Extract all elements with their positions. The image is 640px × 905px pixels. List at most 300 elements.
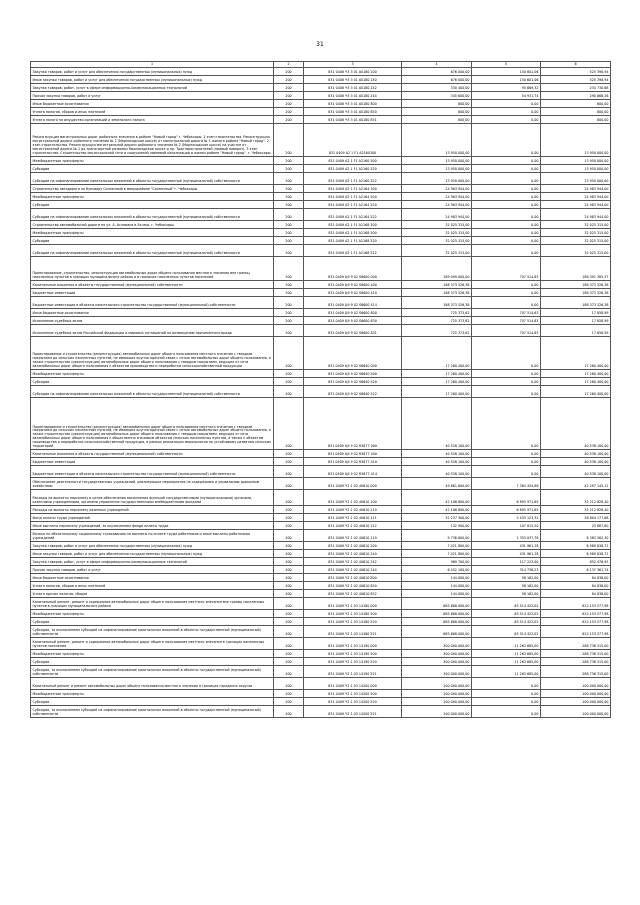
table-row bbox=[31, 598, 611, 610]
row-classifier-code-cell: 831 0409 Ч2 1 03 14200 521 bbox=[304, 706, 402, 718]
table-row bbox=[31, 370, 611, 378]
row-line-code-cell: 200 bbox=[274, 92, 304, 100]
row-line-code-cell: 200 bbox=[274, 237, 304, 245]
row-classifier-code-cell: 831 0408 Ч3 3 01 00180 851 bbox=[304, 116, 402, 124]
row-approved-amount-cell: 132 900,00 bbox=[402, 522, 472, 530]
row-remaining-amount-cell: 800,00 bbox=[541, 108, 611, 116]
row-classifier-code-cell: 831 0409 А2 1 F1 A2164 520 bbox=[304, 201, 402, 209]
row-remaining-amount-cell: 13 950 000,00 bbox=[541, 157, 611, 165]
row-approved-amount-cell: 189 099 000,00 bbox=[402, 257, 472, 281]
row-executed-amount-cell: 0,00 bbox=[472, 124, 541, 157]
row-remaining-amount-cell: 17 260 400,00 bbox=[541, 337, 611, 370]
row-name-cell: Строительство автомобильной дороги по ул. А. Асламаса в 5а мкр. г. Чебоксары bbox=[31, 221, 274, 229]
row-classifier-code-cell: 831 0408 Ч3 3 01 00180 850 bbox=[304, 108, 402, 116]
row-classifier-code-cell: 831 0409 Ц9 9 02 S6600 410 bbox=[304, 289, 402, 297]
row-approved-amount-cell: 13 950 000,00 bbox=[402, 124, 472, 157]
row-executed-amount-cell: 0,00 bbox=[472, 173, 541, 185]
row-approved-amount-cell: 345 600,00 bbox=[402, 92, 472, 100]
row-name-cell: Межбюджетные трансферты bbox=[31, 610, 274, 618]
table-row bbox=[31, 626, 611, 638]
row-remaining-amount-cell: 100 000 000,00 bbox=[541, 690, 611, 698]
table-row bbox=[31, 550, 611, 558]
table-row bbox=[31, 108, 611, 116]
table-row bbox=[31, 690, 611, 698]
row-classifier-code-cell: 831 0408 Ч3 3 01 00180 244 bbox=[304, 92, 402, 100]
row-line-code-cell: 200 bbox=[274, 165, 304, 173]
row-line-code-cell: 200 bbox=[274, 574, 304, 582]
row-approved-amount-cell: 685 668 000,00 bbox=[402, 618, 472, 626]
row-line-code-cell: 200 bbox=[274, 450, 304, 458]
row-line-code-cell: 200 bbox=[274, 582, 304, 590]
row-line-code-cell: 200 bbox=[274, 690, 304, 698]
row-approved-amount-cell: 42 106 800,00 bbox=[402, 506, 472, 514]
row-executed-amount-cell: 107 012,20 bbox=[472, 522, 541, 530]
row-classifier-code-cell: 831 0409 А2 1 F1 A2168 500 bbox=[304, 229, 402, 237]
row-classifier-code-cell: 831 0409 Ч2 1 02 40610 850 bbox=[304, 582, 402, 590]
row-remaining-amount-cell: 622 153 577,98 bbox=[541, 610, 611, 618]
table-row bbox=[31, 309, 611, 317]
table-row bbox=[31, 698, 611, 706]
row-executed-amount-cell: 5 433 123,32 bbox=[472, 514, 541, 522]
header-cell: 1 bbox=[31, 62, 274, 68]
row-classifier-code-cell: 831 0409 Ц9 9 02 S6600 000 bbox=[304, 257, 402, 281]
row-executed-amount-cell: 58 162,00 bbox=[472, 582, 541, 590]
row-approved-amount-cell: 17 260 400,00 bbox=[402, 378, 472, 386]
table-row bbox=[31, 201, 611, 209]
row-name-cell: Субсидии, за исключением субсидий на софинансирование капитальных вложений в объекты государственной (муниципальной) собственности bbox=[31, 626, 274, 638]
table-row bbox=[31, 566, 611, 574]
row-remaining-amount-cell: 40 538 100,00 bbox=[541, 458, 611, 466]
row-line-code-cell: 200 bbox=[274, 478, 304, 490]
row-classifier-code-cell: 831 0408 Ч3 3 01 00180 800 bbox=[304, 100, 402, 108]
row-approved-amount-cell: 685 668 000,00 bbox=[402, 626, 472, 638]
row-executed-amount-cell: 314 738,23 bbox=[472, 566, 541, 574]
row-line-code-cell: 200 bbox=[274, 618, 304, 626]
row-approved-amount-cell: 40 538 100,00 bbox=[402, 458, 472, 466]
row-classifier-code-cell: 831 0409 Ц9 9 02 R5677 000 bbox=[304, 398, 402, 450]
row-approved-amount-cell: 17 260 400,00 bbox=[402, 337, 472, 370]
row-classifier-code-cell: 831 0409 Ч2 1 03 14180 000 bbox=[304, 598, 402, 610]
row-classifier-code-cell: 831 0408 Ч3 3 01 00180 240 bbox=[304, 76, 402, 84]
row-approved-amount-cell: 24 983 944,00 bbox=[402, 185, 472, 193]
table-row bbox=[31, 76, 611, 84]
row-approved-amount-cell: 13 950 000,00 bbox=[402, 173, 472, 185]
table-row bbox=[31, 398, 611, 450]
row-name-cell: Расходы на выплаты персоналу казенных учреждений bbox=[31, 506, 274, 514]
row-classifier-code-cell: 831 0409 Ч2 1 02 40610 112 bbox=[304, 522, 402, 530]
row-line-code-cell: 200 bbox=[274, 610, 304, 618]
row-line-code-cell: 200 bbox=[274, 337, 304, 370]
row-line-code-cell: 200 bbox=[274, 558, 304, 566]
table-row bbox=[31, 68, 611, 76]
row-executed-amount-cell: 0,00 bbox=[472, 281, 541, 289]
row-classifier-code-cell: 831 0409 А2 1 F1 A2160 520 bbox=[304, 165, 402, 173]
row-executed-amount-cell: 0,00 bbox=[472, 165, 541, 173]
row-executed-amount-cell: 6 893 971,65 bbox=[472, 506, 541, 514]
row-approved-amount-cell: 24 983 944,00 bbox=[402, 201, 472, 209]
row-executed-amount-cell: 0,00 bbox=[472, 221, 541, 229]
row-classifier-code-cell: 831 0409 А2 1 F1 A2168 520 bbox=[304, 237, 402, 245]
row-remaining-amount-cell: 188 391 385,37 bbox=[541, 257, 611, 281]
row-classifier-code-cell: 831 0409 А2 1 F1 A2164 500 bbox=[304, 193, 402, 201]
row-approved-amount-cell: 188 373 526,38 bbox=[402, 297, 472, 309]
row-name-cell: Прочая закупка товаров, работ и услуг bbox=[31, 92, 274, 100]
row-classifier-code-cell: 831 0409 Ч2 1 02 40610 110 bbox=[304, 506, 402, 514]
row-remaining-amount-cell: 6 989 838,72 bbox=[541, 542, 611, 550]
row-remaining-amount-cell: 32 025 315,00 bbox=[541, 245, 611, 257]
row-remaining-amount-cell: 6 989 838,72 bbox=[541, 550, 611, 558]
row-executed-amount-cell: 63 514 422,02 bbox=[472, 598, 541, 610]
row-line-code-cell: 200 bbox=[274, 157, 304, 165]
row-executed-amount-cell: 0,00 bbox=[472, 185, 541, 193]
row-classifier-code-cell: 831 0409 Ч2 1 03 14200 000 bbox=[304, 678, 402, 690]
row-approved-amount-cell: 32 025 315,00 bbox=[402, 245, 472, 257]
row-remaining-amount-cell: 35 212 828,40 bbox=[541, 490, 611, 506]
row-executed-amount-cell: 0,00 bbox=[472, 690, 541, 698]
row-line-code-cell: 200 bbox=[274, 466, 304, 478]
row-approved-amount-cell: 676 000,00 bbox=[402, 76, 472, 84]
table-row bbox=[31, 257, 611, 281]
row-approved-amount-cell: 300 000 000,00 bbox=[402, 666, 472, 678]
row-remaining-amount-cell: 622 153 577,98 bbox=[541, 618, 611, 626]
row-name-cell: Уплата прочих налогов, сборов bbox=[31, 590, 274, 598]
row-name-cell: Субсидии bbox=[31, 378, 274, 386]
row-line-code-cell: 200 bbox=[274, 173, 304, 185]
row-classifier-code-cell: 831 0409 А2 1 F1 A2164 522 bbox=[304, 209, 402, 221]
row-line-code-cell: 200 bbox=[274, 650, 304, 658]
table-row bbox=[31, 542, 611, 550]
row-line-code-cell: 200 bbox=[274, 229, 304, 237]
row-name-cell: Субсидии bbox=[31, 658, 274, 666]
row-executed-amount-cell: 0,00 bbox=[472, 297, 541, 309]
row-remaining-amount-cell: 800,00 bbox=[541, 116, 611, 124]
row-line-code-cell: 200 bbox=[274, 530, 304, 542]
table-row bbox=[31, 574, 611, 582]
table-row bbox=[31, 378, 611, 386]
row-approved-amount-cell: 676 000,00 bbox=[402, 68, 472, 76]
row-name-cell: Иные выплаты персоналу учреждений, за исключением фонда оплаты труда bbox=[31, 522, 274, 530]
row-remaining-amount-cell: 188 373 526,38 bbox=[541, 281, 611, 289]
row-name-cell: Прочая закупка товаров, работ и услуг bbox=[31, 566, 274, 574]
row-approved-amount-cell: 300 000 000,00 bbox=[402, 650, 472, 658]
row-line-code-cell: 200 bbox=[274, 289, 304, 297]
row-approved-amount-cell: 24 983 944,00 bbox=[402, 193, 472, 201]
row-line-code-cell: 200 bbox=[274, 325, 304, 337]
row-classifier-code-cell: 831 0409 А2 1 F1 A2168 300 bbox=[304, 221, 402, 229]
row-executed-amount-cell: 6 893 971,65 bbox=[472, 490, 541, 506]
table-row bbox=[31, 92, 611, 100]
row-remaining-amount-cell: 17 260 400,00 bbox=[541, 386, 611, 398]
row-remaining-amount-cell: 13 950 000,00 bbox=[541, 124, 611, 157]
row-line-code-cell: 200 bbox=[274, 566, 304, 574]
row-approved-amount-cell: 725 373,62 bbox=[402, 317, 472, 325]
row-executed-amount-cell: 150 601,06 bbox=[472, 76, 541, 84]
row-approved-amount-cell: 17 260 400,00 bbox=[402, 370, 472, 378]
row-approved-amount-cell: 32 025 315,00 bbox=[402, 237, 472, 245]
row-line-code-cell: 200 bbox=[274, 626, 304, 638]
row-name-cell: Иные закупки товаров, работ и услуг для обеспечения государственных (муниципальных) нужд bbox=[31, 550, 274, 558]
row-name-cell: Межбюджетные трансферты bbox=[31, 690, 274, 698]
row-name-cell: Субсидии, за исключением субсидий на софинансирование капитальных вложений в объекты государственной (муниципальной) собственности bbox=[31, 666, 274, 678]
row-classifier-code-cell: 831 0409 А2 1 F1 A2168 522 bbox=[304, 245, 402, 257]
table-row bbox=[31, 450, 611, 458]
row-executed-amount-cell: 63 514 422,02 bbox=[472, 618, 541, 626]
table-row bbox=[31, 666, 611, 678]
row-line-code-cell: 200 bbox=[274, 309, 304, 317]
row-approved-amount-cell: 13 950 000,00 bbox=[402, 157, 472, 165]
row-remaining-amount-cell: 100 000 000,00 bbox=[541, 698, 611, 706]
row-classifier-code-cell: 831 0409 Ч2 1 03 14190 500 bbox=[304, 650, 402, 658]
row-line-code-cell: 200 bbox=[274, 84, 304, 92]
row-executed-amount-cell: 0,00 bbox=[472, 209, 541, 221]
row-classifier-code-cell: 831 0408 Ч3 3 01 00180 200 bbox=[304, 68, 402, 76]
row-line-code-cell: 200 bbox=[274, 108, 304, 116]
row-approved-amount-cell: 100 000 000,00 bbox=[402, 706, 472, 718]
row-line-code-cell: 200 bbox=[274, 698, 304, 706]
row-name-cell: Уплата налогов, сборов и иных платежей bbox=[31, 108, 274, 116]
row-remaining-amount-cell: 32 025 315,00 bbox=[541, 229, 611, 237]
row-line-code-cell: 200 bbox=[274, 506, 304, 514]
header-cell: 5 bbox=[472, 62, 541, 68]
row-executed-amount-cell: 58 162,00 bbox=[472, 574, 541, 582]
row-line-code-cell: 200 bbox=[274, 317, 304, 325]
row-classifier-code-cell: 831 0409 Ч2 1 03 14200 500 bbox=[304, 690, 402, 698]
row-classifier-code-cell: 831 0409 Ц9 9 02 S6640 000 bbox=[304, 337, 402, 370]
row-line-code-cell: 200 bbox=[274, 116, 304, 124]
table-row bbox=[31, 706, 611, 718]
row-line-code-cell: 200 bbox=[274, 490, 304, 506]
row-remaining-amount-cell: 32 025 315,00 bbox=[541, 221, 611, 229]
row-remaining-amount-cell: 40 538 100,00 bbox=[541, 450, 611, 458]
row-classifier-code-cell: 831 0409 Ч2 1 02 40610 119 bbox=[304, 530, 402, 542]
row-remaining-amount-cell: 852 476,95 bbox=[541, 558, 611, 566]
table-row bbox=[31, 650, 611, 658]
row-remaining-amount-cell: 234 730,68 bbox=[541, 84, 611, 92]
row-classifier-code-cell: 831 0409 А2 1 F1 A2160300 bbox=[304, 124, 402, 157]
table-row bbox=[31, 116, 611, 124]
table-row bbox=[31, 165, 611, 173]
row-classifier-code-cell: 831 0409 Ц9 9 02 S6600 400 bbox=[304, 281, 402, 289]
row-line-code-cell: 200 bbox=[274, 542, 304, 550]
row-approved-amount-cell: 32 025 315,00 bbox=[402, 221, 472, 229]
table-row bbox=[31, 478, 611, 490]
row-executed-amount-cell: 117 223,00 bbox=[472, 558, 541, 566]
row-name-cell: Субсидии на софинансирование капитальных вложений в объекты государственной (муниципальной) собственности bbox=[31, 245, 274, 257]
row-classifier-code-cell: 831 0408 Ч3 3 01 00180 242 bbox=[304, 84, 402, 92]
row-name-cell: Фонд оплаты труда учреждений bbox=[31, 514, 274, 522]
row-classifier-code-cell: 831 0409 Ч2 1 02 40610 200 bbox=[304, 542, 402, 550]
row-approved-amount-cell: 6 452 100,00 bbox=[402, 566, 472, 574]
row-line-code-cell: 200 bbox=[274, 297, 304, 309]
row-classifier-code-cell: 831 0409 Ц9 9 02 S6640 500 bbox=[304, 370, 402, 378]
row-executed-amount-cell: 63 514 422,02 bbox=[472, 626, 541, 638]
table-row bbox=[31, 157, 611, 165]
row-remaining-amount-cell: 13 950 000,00 bbox=[541, 173, 611, 185]
row-name-cell: Бюджетные инвестиции bbox=[31, 458, 274, 466]
row-executed-amount-cell: 0,00 bbox=[472, 337, 541, 370]
row-executed-amount-cell: 707 514,63 bbox=[472, 257, 541, 281]
row-classifier-code-cell: 831 0409 А2 1 F1 A2160 500 bbox=[304, 157, 402, 165]
table-row bbox=[31, 337, 611, 370]
row-name-cell: Иные бюджетные ассигнования bbox=[31, 574, 274, 582]
table-row bbox=[31, 590, 611, 598]
row-name-cell: Проектирование и строительство (реконструкция) автомобильных дорог общего пользования местного значения с твердым покрытием до сельских населенных пунктов, не имеющих круглогодичной связи с сетью автомобильных дорог общего пользования, а также строительство (реконструкция) автомобильных дорог общего пользования с твердым покрытием, ведущих от сети автомобильных дорог общего пользования к объектам производства и переработки сельскохозяйственной продукции bbox=[31, 337, 274, 370]
row-classifier-code-cell: 831 0409 Ц9 9 02 S6600 800 bbox=[304, 309, 402, 317]
row-remaining-amount-cell: 622 153 577,98 bbox=[541, 598, 611, 610]
row-classifier-code-cell: 831 0409 Ч2 1 02 40610 240 bbox=[304, 550, 402, 558]
row-executed-amount-cell: 0,00 bbox=[472, 378, 541, 386]
row-executed-amount-cell: 431 961,28 bbox=[472, 542, 541, 550]
row-executed-amount-cell: 150 601,06 bbox=[472, 68, 541, 76]
table-row bbox=[31, 582, 611, 590]
row-classifier-code-cell: 831 0409 Ч2 1 03 14200 520 bbox=[304, 698, 402, 706]
row-approved-amount-cell: 9 736 600,00 bbox=[402, 530, 472, 542]
row-line-code-cell: 200 bbox=[274, 68, 304, 76]
row-name-cell: Субсидии на софинансирование капитальных вложений в объекты государственной (муниципальной) собственности bbox=[31, 386, 274, 398]
row-remaining-amount-cell: 32 025 315,00 bbox=[541, 237, 611, 245]
row-name-cell: Капитальный ремонт, ремонт и содержание автомобильных дорог общего пользования местного значения вне границ населенных пунктов в границах муниципального района bbox=[31, 598, 274, 610]
row-executed-amount-cell: 0,00 bbox=[472, 458, 541, 466]
row-name-cell: Капитальные вложения в объекты государственной (муниципальной) собственности bbox=[31, 450, 274, 458]
row-name-cell: Субсидии bbox=[31, 618, 274, 626]
table-row bbox=[31, 506, 611, 514]
table-row bbox=[31, 124, 611, 157]
row-approved-amount-cell: 100 000 000,00 bbox=[402, 678, 472, 690]
row-classifier-code-cell: 831 0409 Ч2 1 03 14180 521 bbox=[304, 626, 402, 638]
row-line-code-cell: 200 bbox=[274, 281, 304, 289]
table-row bbox=[31, 209, 611, 221]
row-classifier-code-cell: 831 0409 Ч2 1 02 40610 242 bbox=[304, 558, 402, 566]
row-line-code-cell: 200 bbox=[274, 257, 304, 281]
row-approved-amount-cell: 32 025 315,00 bbox=[402, 229, 472, 237]
row-executed-amount-cell: 707 514,63 bbox=[472, 325, 541, 337]
row-executed-amount-cell: 63 514 422,02 bbox=[472, 610, 541, 618]
table-row bbox=[31, 638, 611, 650]
row-executed-amount-cell: 0,00 bbox=[472, 100, 541, 108]
row-approved-amount-cell: 40 538 100,00 bbox=[402, 398, 472, 450]
table-row bbox=[31, 281, 611, 289]
row-remaining-amount-cell: 288 736 315,00 bbox=[541, 650, 611, 658]
row-remaining-amount-cell: 84 838,00 bbox=[541, 590, 611, 598]
table-row bbox=[31, 386, 611, 398]
row-line-code-cell: 200 bbox=[274, 370, 304, 378]
row-executed-amount-cell: 0,00 bbox=[472, 678, 541, 690]
row-executed-amount-cell: 431 961,28 bbox=[472, 550, 541, 558]
row-name-cell: Межбюджетные трансферты bbox=[31, 193, 274, 201]
row-executed-amount-cell: 707 514,63 bbox=[472, 309, 541, 317]
row-name-cell: Реконструкция магистральных дорог районного значения в районе "Новый город" г. Чебоксары. 1 этап строительства. Реконструкция магистральной дороги районного значения № 2 (Марпосадское шоссе) от магистральной дороги № 1 жилого района "Новый город". 2 этап строительства. Реконструкция магистральной дороги районного значения № 2 (Марпосадское шоссе) на участке от магистральной дороги № 1 до транспортной развязки Марпосадское шоссе и пр. Тракторостроителей (правый поворот). 3 этап строительства. Строительство магистральной сети и сооружений ливневой канализации в жилом районе "Новый город", г. Чебоксары bbox=[31, 124, 274, 157]
row-line-code-cell: 200 bbox=[274, 638, 304, 650]
row-name-cell: Иные бюджетные ассигнования bbox=[31, 100, 274, 108]
header-cell: 3 bbox=[304, 62, 402, 68]
row-classifier-code-cell: 831 0409 Ц9 9 02 S6600 830 bbox=[304, 317, 402, 325]
row-remaining-amount-cell: 290 668,26 bbox=[541, 92, 611, 100]
row-name-cell: Капитальные вложения в объекты государственной (муниципальной) собственности bbox=[31, 281, 274, 289]
row-approved-amount-cell: 40 538 100,00 bbox=[402, 466, 472, 478]
row-remaining-amount-cell: 525 398,94 bbox=[541, 76, 611, 84]
table-row bbox=[31, 490, 611, 506]
row-executed-amount-cell: 58 162,00 bbox=[472, 590, 541, 598]
row-classifier-code-cell: 831 0409 А2 1 F1 A2160 522 bbox=[304, 173, 402, 185]
table-row bbox=[31, 100, 611, 108]
table-row bbox=[31, 514, 611, 522]
row-name-cell: Исполнение судебных актов Российской Федерации и мировых соглашений по возмещению причиненного вреда bbox=[31, 325, 274, 337]
row-approved-amount-cell: 40 538 100,00 bbox=[402, 450, 472, 458]
table-row bbox=[31, 173, 611, 185]
row-classifier-code-cell: 831 0409 Ц9 9 02 S6600 414 bbox=[304, 297, 402, 309]
row-name-cell: Субсидии на софинансирование капитальных вложений в объекты государственной (муниципальной) собственности bbox=[31, 209, 274, 221]
row-name-cell: Иные бюджетные ассигнования bbox=[31, 309, 274, 317]
row-line-code-cell: 200 bbox=[274, 706, 304, 718]
row-line-code-cell: 200 bbox=[274, 386, 304, 398]
row-remaining-amount-cell: 42 297 145,12 bbox=[541, 478, 611, 490]
row-classifier-code-cell: 831 0409 Ц9 9 02 S6600 831 bbox=[304, 325, 402, 337]
row-classifier-code-cell: 831 0409 Ц9 9 02 R5677 410 bbox=[304, 458, 402, 466]
row-remaining-amount-cell: 17 260 400,00 bbox=[541, 378, 611, 386]
row-name-cell: Субсидии, за исключением субсидий на софинансирование капитальных вложений в объекты государственной (муниципальной) собственности bbox=[31, 706, 274, 718]
row-remaining-amount-cell: 84 838,00 bbox=[541, 582, 611, 590]
row-classifier-code-cell: 831 0409 Ч2 1 03 14180 520 bbox=[304, 618, 402, 626]
row-approved-amount-cell: 49 681 600,00 bbox=[402, 478, 472, 490]
table-row bbox=[31, 297, 611, 309]
row-approved-amount-cell: 144 000,00 bbox=[402, 590, 472, 598]
row-remaining-amount-cell: 8 383 562,30 bbox=[541, 530, 611, 542]
row-classifier-code-cell: 831 0409 Ч2 1 02 40610 800 bbox=[304, 574, 402, 582]
row-executed-amount-cell: 0,00 bbox=[472, 450, 541, 458]
row-approved-amount-cell: 144 000,00 bbox=[402, 582, 472, 590]
table-row bbox=[31, 658, 611, 666]
row-approved-amount-cell: 969 700,00 bbox=[402, 558, 472, 566]
row-name-cell: Бюджетные инвестиции в объекты капитального строительства государственной (муниципальной) собственности bbox=[31, 466, 274, 478]
row-name-cell: Субсидии bbox=[31, 237, 274, 245]
row-remaining-amount-cell: 25 887,80 bbox=[541, 522, 611, 530]
header-cell: 2 bbox=[274, 62, 304, 68]
row-line-code-cell: 200 bbox=[274, 185, 304, 193]
row-approved-amount-cell: 100 000 000,00 bbox=[402, 698, 472, 706]
row-line-code-cell: 200 bbox=[274, 124, 304, 157]
row-executed-amount-cell: 0,00 bbox=[472, 698, 541, 706]
row-approved-amount-cell: 800,00 bbox=[402, 100, 472, 108]
row-approved-amount-cell: 685 668 000,00 bbox=[402, 610, 472, 618]
row-executed-amount-cell: 0,00 bbox=[472, 370, 541, 378]
row-approved-amount-cell: 7 421 800,00 bbox=[402, 542, 472, 550]
row-line-code-cell: 200 bbox=[274, 678, 304, 690]
row-line-code-cell: 200 bbox=[274, 378, 304, 386]
row-name-cell: Субсидии bbox=[31, 201, 274, 209]
row-name-cell: Проектирование, строительство, реконструкция автомобильных дорог общего пользования местного значения вне границ населенных пунктов в границах муниципального района и в границах населенных пунктов поселений bbox=[31, 257, 274, 281]
row-classifier-code-cell: 831 0409 Ч2 1 02 40610 000 bbox=[304, 478, 402, 490]
row-name-cell: Межбюджетные трансферты bbox=[31, 157, 274, 165]
row-executed-amount-cell: 1 353 037,78 bbox=[472, 530, 541, 542]
row-name-cell: Субсидии на софинансирование капитальных вложений в объекты государственной (муниципальной) собственности bbox=[31, 173, 274, 185]
row-approved-amount-cell: 13 950 000,00 bbox=[402, 165, 472, 173]
row-classifier-code-cell: 831 0409 Ч2 1 03 14190 000 bbox=[304, 638, 402, 650]
row-remaining-amount-cell: 100 000 000,00 bbox=[541, 706, 611, 718]
row-classifier-code-cell: 831 0409 Ч2 1 02 40610 111 bbox=[304, 514, 402, 522]
row-line-code-cell: 200 bbox=[274, 76, 304, 84]
row-executed-amount-cell: 7 384 454,88 bbox=[472, 478, 541, 490]
row-classifier-code-cell: 831 0409 Ч2 1 02 40610 100 bbox=[304, 490, 402, 506]
page-number: 31 bbox=[316, 41, 324, 48]
row-remaining-amount-cell: 622 153 577,98 bbox=[541, 626, 611, 638]
row-line-code-cell: 200 bbox=[274, 193, 304, 201]
row-classifier-code-cell: 831 0409 Ч2 1 03 14190 521 bbox=[304, 666, 402, 678]
row-classifier-code-cell: 831 0409 Ц9 9 02 R5677 414 bbox=[304, 466, 402, 478]
table-row bbox=[31, 522, 611, 530]
row-approved-amount-cell: 300 000 000,00 bbox=[402, 638, 472, 650]
row-classifier-code-cell: 831 0409 Ц9 9 02 S6640 520 bbox=[304, 378, 402, 386]
row-executed-amount-cell: 0,00 bbox=[472, 237, 541, 245]
